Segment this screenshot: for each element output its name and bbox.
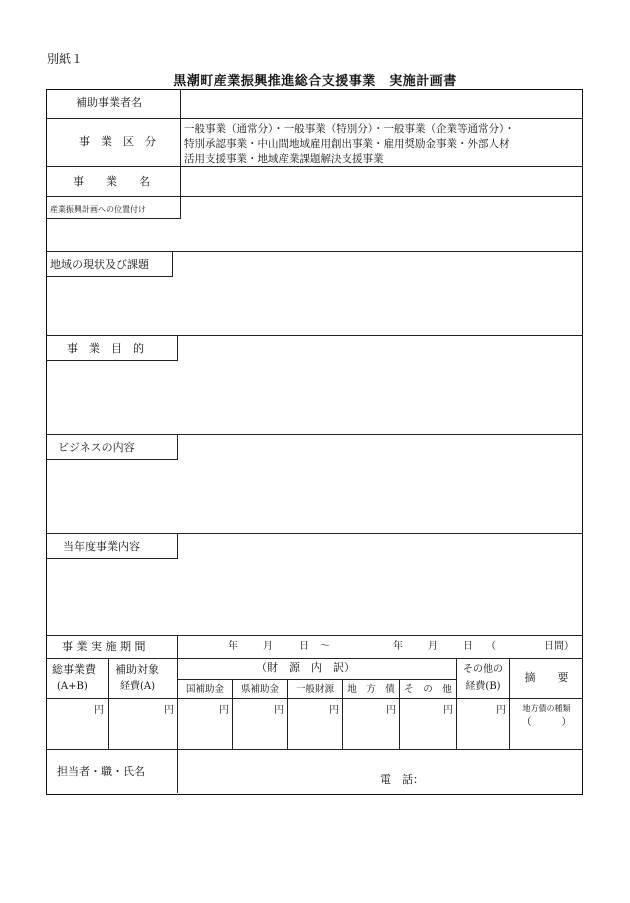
source-local-bond: 地 方 債 [347, 684, 395, 695]
current-year-label: 当年度事業内容 [63, 540, 140, 553]
period-label: 事 業 実 施 期 間 [62, 640, 146, 653]
budget-column-divider [108, 658, 109, 749]
label-box-side [180, 196, 181, 218]
category-label: 事 業 区 分 [79, 135, 156, 148]
other-cost-label: その他の [463, 664, 503, 675]
yen-bond: 円 [386, 705, 396, 716]
period-tilde: ～ [320, 641, 330, 652]
row-divider [46, 196, 583, 197]
business-content-label: ビジネスの内容 [58, 441, 135, 454]
budget-column-divider [177, 658, 178, 793]
label-box-side [177, 533, 178, 558]
period-days: 日間） [544, 641, 574, 652]
regional-issues-label: 地域の現状及び課題 [50, 258, 149, 271]
total-cost-formula: (A+B) [57, 681, 88, 692]
row-divider [46, 118, 583, 119]
bond-type-paren: （ ） [521, 717, 572, 728]
target-cost-formula: 経費(A) [120, 681, 156, 692]
label-box-bottom [46, 218, 181, 219]
category-option-line-3: 活用支援事業・地域産業課題解決支援事業 [184, 153, 384, 165]
period-month-end: 月 [428, 641, 438, 652]
yen-national: 円 [219, 705, 229, 716]
category-option-line-1: 一般事業（通常分）・一般事業（特別分）・一般事業（企業等通常分）・ [184, 123, 515, 135]
label-box-side [172, 251, 173, 276]
yen-other-cost: 円 [496, 705, 506, 716]
row-divider [46, 335, 583, 336]
period-day-end: 日 [463, 641, 473, 652]
phone-label: 電 話： [380, 773, 424, 786]
label-box-bottom [46, 558, 178, 559]
row-divider [46, 698, 583, 699]
yen-total: 円 [94, 705, 104, 716]
contact-label: 担当者・職・氏名 [57, 765, 145, 778]
period-year-end: 年 [393, 641, 403, 652]
label-box-side [177, 434, 178, 459]
document-label: 別紙１ [47, 52, 84, 66]
source-national-subsidy: 国補助金 [185, 684, 224, 695]
row-divider [46, 658, 583, 659]
category-option-line-2: 特別承認事業・中山間地域雇用創出事業・雇用奨励金事業・外部人材 [184, 138, 510, 150]
row-divider [46, 533, 583, 534]
row-divider [46, 166, 583, 167]
row-divider [46, 434, 583, 435]
project-name-label: 事 業 名 [73, 175, 150, 188]
source-prefectural-subsidy: 県補助金 [240, 684, 279, 695]
yen-prefectural: 円 [274, 705, 284, 716]
yen-other: 円 [443, 705, 453, 716]
column-divider [177, 635, 178, 658]
row-divider [46, 251, 583, 252]
other-cost-formula: 経費(B) [465, 681, 501, 692]
summary-label: 摘 要 [524, 671, 569, 684]
label-box-side [177, 335, 178, 360]
column-divider [180, 89, 181, 196]
target-cost-label: 補助対象 [115, 663, 159, 676]
budget-subheader-line [177, 679, 457, 680]
period-month-start: 月 [263, 641, 273, 652]
funding-breakdown-label: （財 源 内 訳） [256, 661, 355, 674]
total-cost-label: 総事業費 [52, 663, 96, 676]
document-title: 黒潮町産業振興推進総合支援事業 実施計画書 [173, 74, 457, 89]
row-divider [46, 749, 583, 750]
label-box-bottom [46, 360, 178, 361]
label-box-bottom [46, 459, 178, 460]
yen-target: 円 [164, 705, 174, 716]
applicant-label: 補助事業者名 [76, 96, 142, 109]
row-divider [46, 635, 583, 636]
source-general-revenue: 一般財源 [295, 684, 334, 695]
period-year-start: 年 [228, 641, 238, 652]
purpose-label: 事 業 目 的 [67, 342, 144, 355]
period-paren-open: （ [486, 641, 496, 652]
label-box-bottom [46, 276, 173, 277]
positioning-label: 産業振興計画への位置付け [50, 205, 146, 214]
yen-general: 円 [329, 705, 339, 716]
period-day-start: 日 [299, 641, 309, 652]
source-other: そ の 他 [404, 684, 452, 695]
bond-type-label: 地方債の種類 [522, 704, 571, 713]
